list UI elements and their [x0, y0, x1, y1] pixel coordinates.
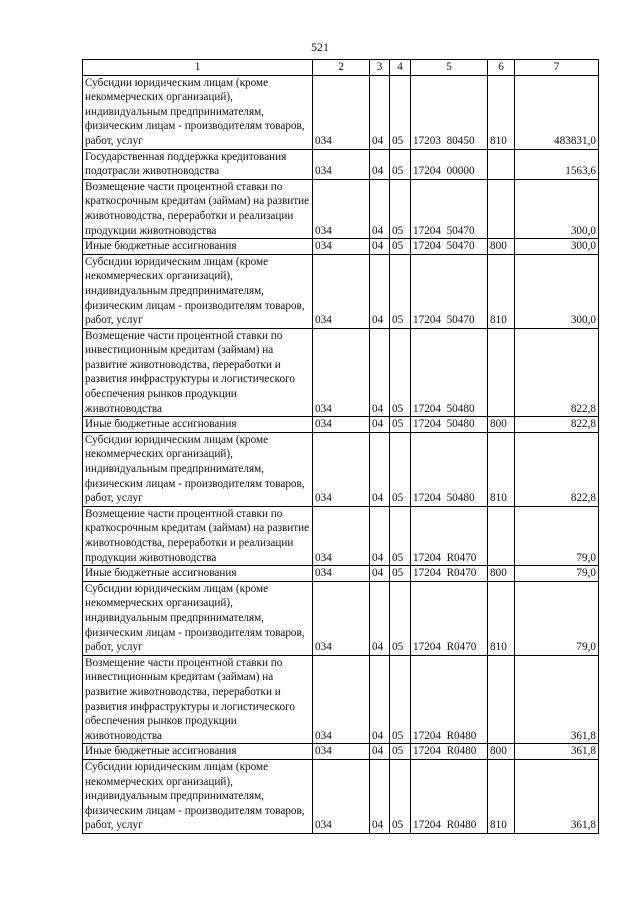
cell-ved: 034 [313, 328, 370, 417]
table-row [83, 566, 599, 582]
cell-pr: 05 [390, 149, 411, 179]
table-row [83, 75, 599, 149]
cell-name: Возмещение части процентной ставки по инвестиционным кредитам (займам) на развитие животноводства, переработки и развития инфраструктуры и логистического обеспечения рынков продукции животноводства [83, 328, 313, 417]
cell-name: Государственная поддержка кредитования подотрасли животноводства [83, 149, 313, 179]
cell-rz: 04 [370, 432, 390, 506]
cell-name: Субсидии юридическим лицам (кроме некоммерческих организаций), индивидуальным предпринимателям, физическим лицам - производителям товаров, работ, услуг [83, 254, 313, 328]
cell-pr: 05 [390, 759, 411, 833]
cell-ved: 034 [313, 239, 370, 255]
cell-name: Субсидии юридическим лицам (кроме некоммерческих организаций), индивидуальным предпринимателям, физическим лицам - производителям товаров, работ, услуг [83, 432, 313, 506]
cell-vr: 810 [488, 759, 515, 833]
table-row [83, 506, 599, 565]
cell-ved: 034 [313, 759, 370, 833]
cell-ved: 034 [313, 254, 370, 328]
cell-rz: 04 [370, 239, 390, 255]
cell-pr: 05 [390, 744, 411, 760]
cell-rz: 04 [370, 759, 390, 833]
table-row [83, 432, 599, 506]
cell-vr [488, 179, 515, 238]
cell-rz: 04 [370, 254, 390, 328]
cell-pr: 05 [390, 179, 411, 238]
cell-csr: 17204 R0470 [411, 506, 488, 565]
cell-vr: 800 [488, 566, 515, 582]
cell-csr: 17204 R0480 [411, 744, 488, 760]
cell-vr [488, 655, 515, 744]
cell-csr: 17204 00000 [411, 149, 488, 179]
cell-csr: 17203 80450 [411, 75, 488, 149]
cell-pr: 05 [390, 328, 411, 417]
header-col-4: 4 [390, 60, 411, 76]
table-row [83, 328, 599, 417]
cell-ved: 034 [313, 432, 370, 506]
cell-ved: 034 [313, 506, 370, 565]
cell-vr: 800 [488, 744, 515, 760]
cell-sum: 1563,6 [515, 149, 599, 179]
cell-ved: 034 [313, 581, 370, 655]
cell-pr: 05 [390, 75, 411, 149]
cell-rz: 04 [370, 506, 390, 565]
cell-vr: 810 [488, 75, 515, 149]
cell-name: Субсидии юридическим лицам (кроме некоммерческих организаций), индивидуальным предпринимателям, физическим лицам - производителям товаров, работ, услуг [83, 75, 313, 149]
cell-rz: 04 [370, 655, 390, 744]
cell-rz: 04 [370, 75, 390, 149]
header-col-3: 3 [370, 60, 390, 76]
cell-rz: 04 [370, 417, 390, 433]
cell-vr: 810 [488, 581, 515, 655]
cell-name: Иные бюджетные ассигнования [83, 239, 313, 255]
cell-sum: 79,0 [515, 506, 599, 565]
cell-ved: 034 [313, 75, 370, 149]
cell-csr: 17204 R0470 [411, 581, 488, 655]
cell-name: Субсидии юридическим лицам (кроме некоммерческих организаций), индивидуальным предпринимателям, физическим лицам - производителям товаров, работ, услуг [83, 581, 313, 655]
cell-csr: 17204 50470 [411, 254, 488, 328]
cell-pr: 05 [390, 581, 411, 655]
cell-vr [488, 506, 515, 565]
cell-pr: 05 [390, 655, 411, 744]
table-row [83, 759, 599, 833]
cell-csr: 17204 50470 [411, 239, 488, 255]
cell-ved: 034 [313, 179, 370, 238]
cell-sum: 822,8 [515, 432, 599, 506]
cell-name: Иные бюджетные ассигнования [83, 744, 313, 760]
cell-vr: 810 [488, 432, 515, 506]
cell-name: Возмещение части процентной ставки по инвестиционным кредитам (займам) на развитие животноводства, переработки и развития инфраструктуры и логистического обеспечения рынков продукции животноводства [83, 655, 313, 744]
cell-csr: 17204 50480 [411, 432, 488, 506]
cell-ved: 034 [313, 744, 370, 760]
table-row [83, 417, 599, 433]
cell-sum: 361,8 [515, 744, 599, 760]
cell-name: Иные бюджетные ассигнования [83, 417, 313, 433]
cell-sum: 822,8 [515, 417, 599, 433]
header-col-6: 6 [488, 60, 515, 76]
cell-rz: 04 [370, 328, 390, 417]
cell-pr: 05 [390, 432, 411, 506]
cell-pr: 05 [390, 239, 411, 255]
cell-sum: 822,8 [515, 328, 599, 417]
cell-sum: 79,0 [515, 581, 599, 655]
cell-csr: 17204 R0480 [411, 655, 488, 744]
table-row [83, 744, 599, 760]
header-col-5: 5 [411, 60, 488, 76]
cell-sum: 79,0 [515, 566, 599, 582]
cell-rz: 04 [370, 566, 390, 582]
cell-sum: 361,8 [515, 655, 599, 744]
cell-csr: 17204 50480 [411, 417, 488, 433]
cell-pr: 05 [390, 417, 411, 433]
cell-csr: 17204 50470 [411, 179, 488, 238]
cell-name: Субсидии юридическим лицам (кроме некоммерческих организаций), индивидуальным предпринимателям, физическим лицам - производителям товаров, работ, услуг [83, 759, 313, 833]
cell-rz: 04 [370, 744, 390, 760]
page-number: 521 [311, 40, 329, 54]
cell-rz: 04 [370, 179, 390, 238]
header-col-7: 7 [515, 60, 599, 76]
table-row [83, 655, 599, 744]
cell-sum: 483831,0 [515, 75, 599, 149]
cell-name: Возмещение части процентной ставки по краткосрочным кредитам (займам) на развитие животноводства, переработки и реализации продукции животноводства [83, 179, 313, 238]
table-row [83, 179, 599, 238]
cell-sum: 300,0 [515, 239, 599, 255]
cell-vr: 800 [488, 239, 515, 255]
cell-csr: 17204 R0470 [411, 566, 488, 582]
budget-table [82, 59, 599, 834]
cell-name: Иные бюджетные ассигнования [83, 566, 313, 582]
cell-vr: 810 [488, 254, 515, 328]
cell-pr: 05 [390, 566, 411, 582]
cell-csr: 17204 R0480 [411, 759, 488, 833]
cell-rz: 04 [370, 581, 390, 655]
table-row [83, 581, 599, 655]
cell-ved: 034 [313, 149, 370, 179]
table-row [83, 254, 599, 328]
table-row [83, 239, 599, 255]
cell-rz: 04 [370, 149, 390, 179]
header-col-1: 1 [83, 60, 313, 76]
cell-vr [488, 149, 515, 179]
cell-csr: 17204 50480 [411, 328, 488, 417]
cell-ved: 034 [313, 417, 370, 433]
cell-vr: 800 [488, 417, 515, 433]
cell-sum: 300,0 [515, 179, 599, 238]
cell-pr: 05 [390, 506, 411, 565]
table-row [83, 149, 599, 179]
cell-pr: 05 [390, 254, 411, 328]
cell-ved: 034 [313, 566, 370, 582]
header-row [83, 60, 599, 76]
cell-ved: 034 [313, 655, 370, 744]
cell-sum: 300,0 [515, 254, 599, 328]
cell-name: Возмещение части процентной ставки по краткосрочным кредитам (займам) на развитие животноводства, переработки и реализации продукции животноводства [83, 506, 313, 565]
cell-sum: 361,8 [515, 759, 599, 833]
header-col-2: 2 [313, 60, 370, 76]
cell-vr [488, 328, 515, 417]
